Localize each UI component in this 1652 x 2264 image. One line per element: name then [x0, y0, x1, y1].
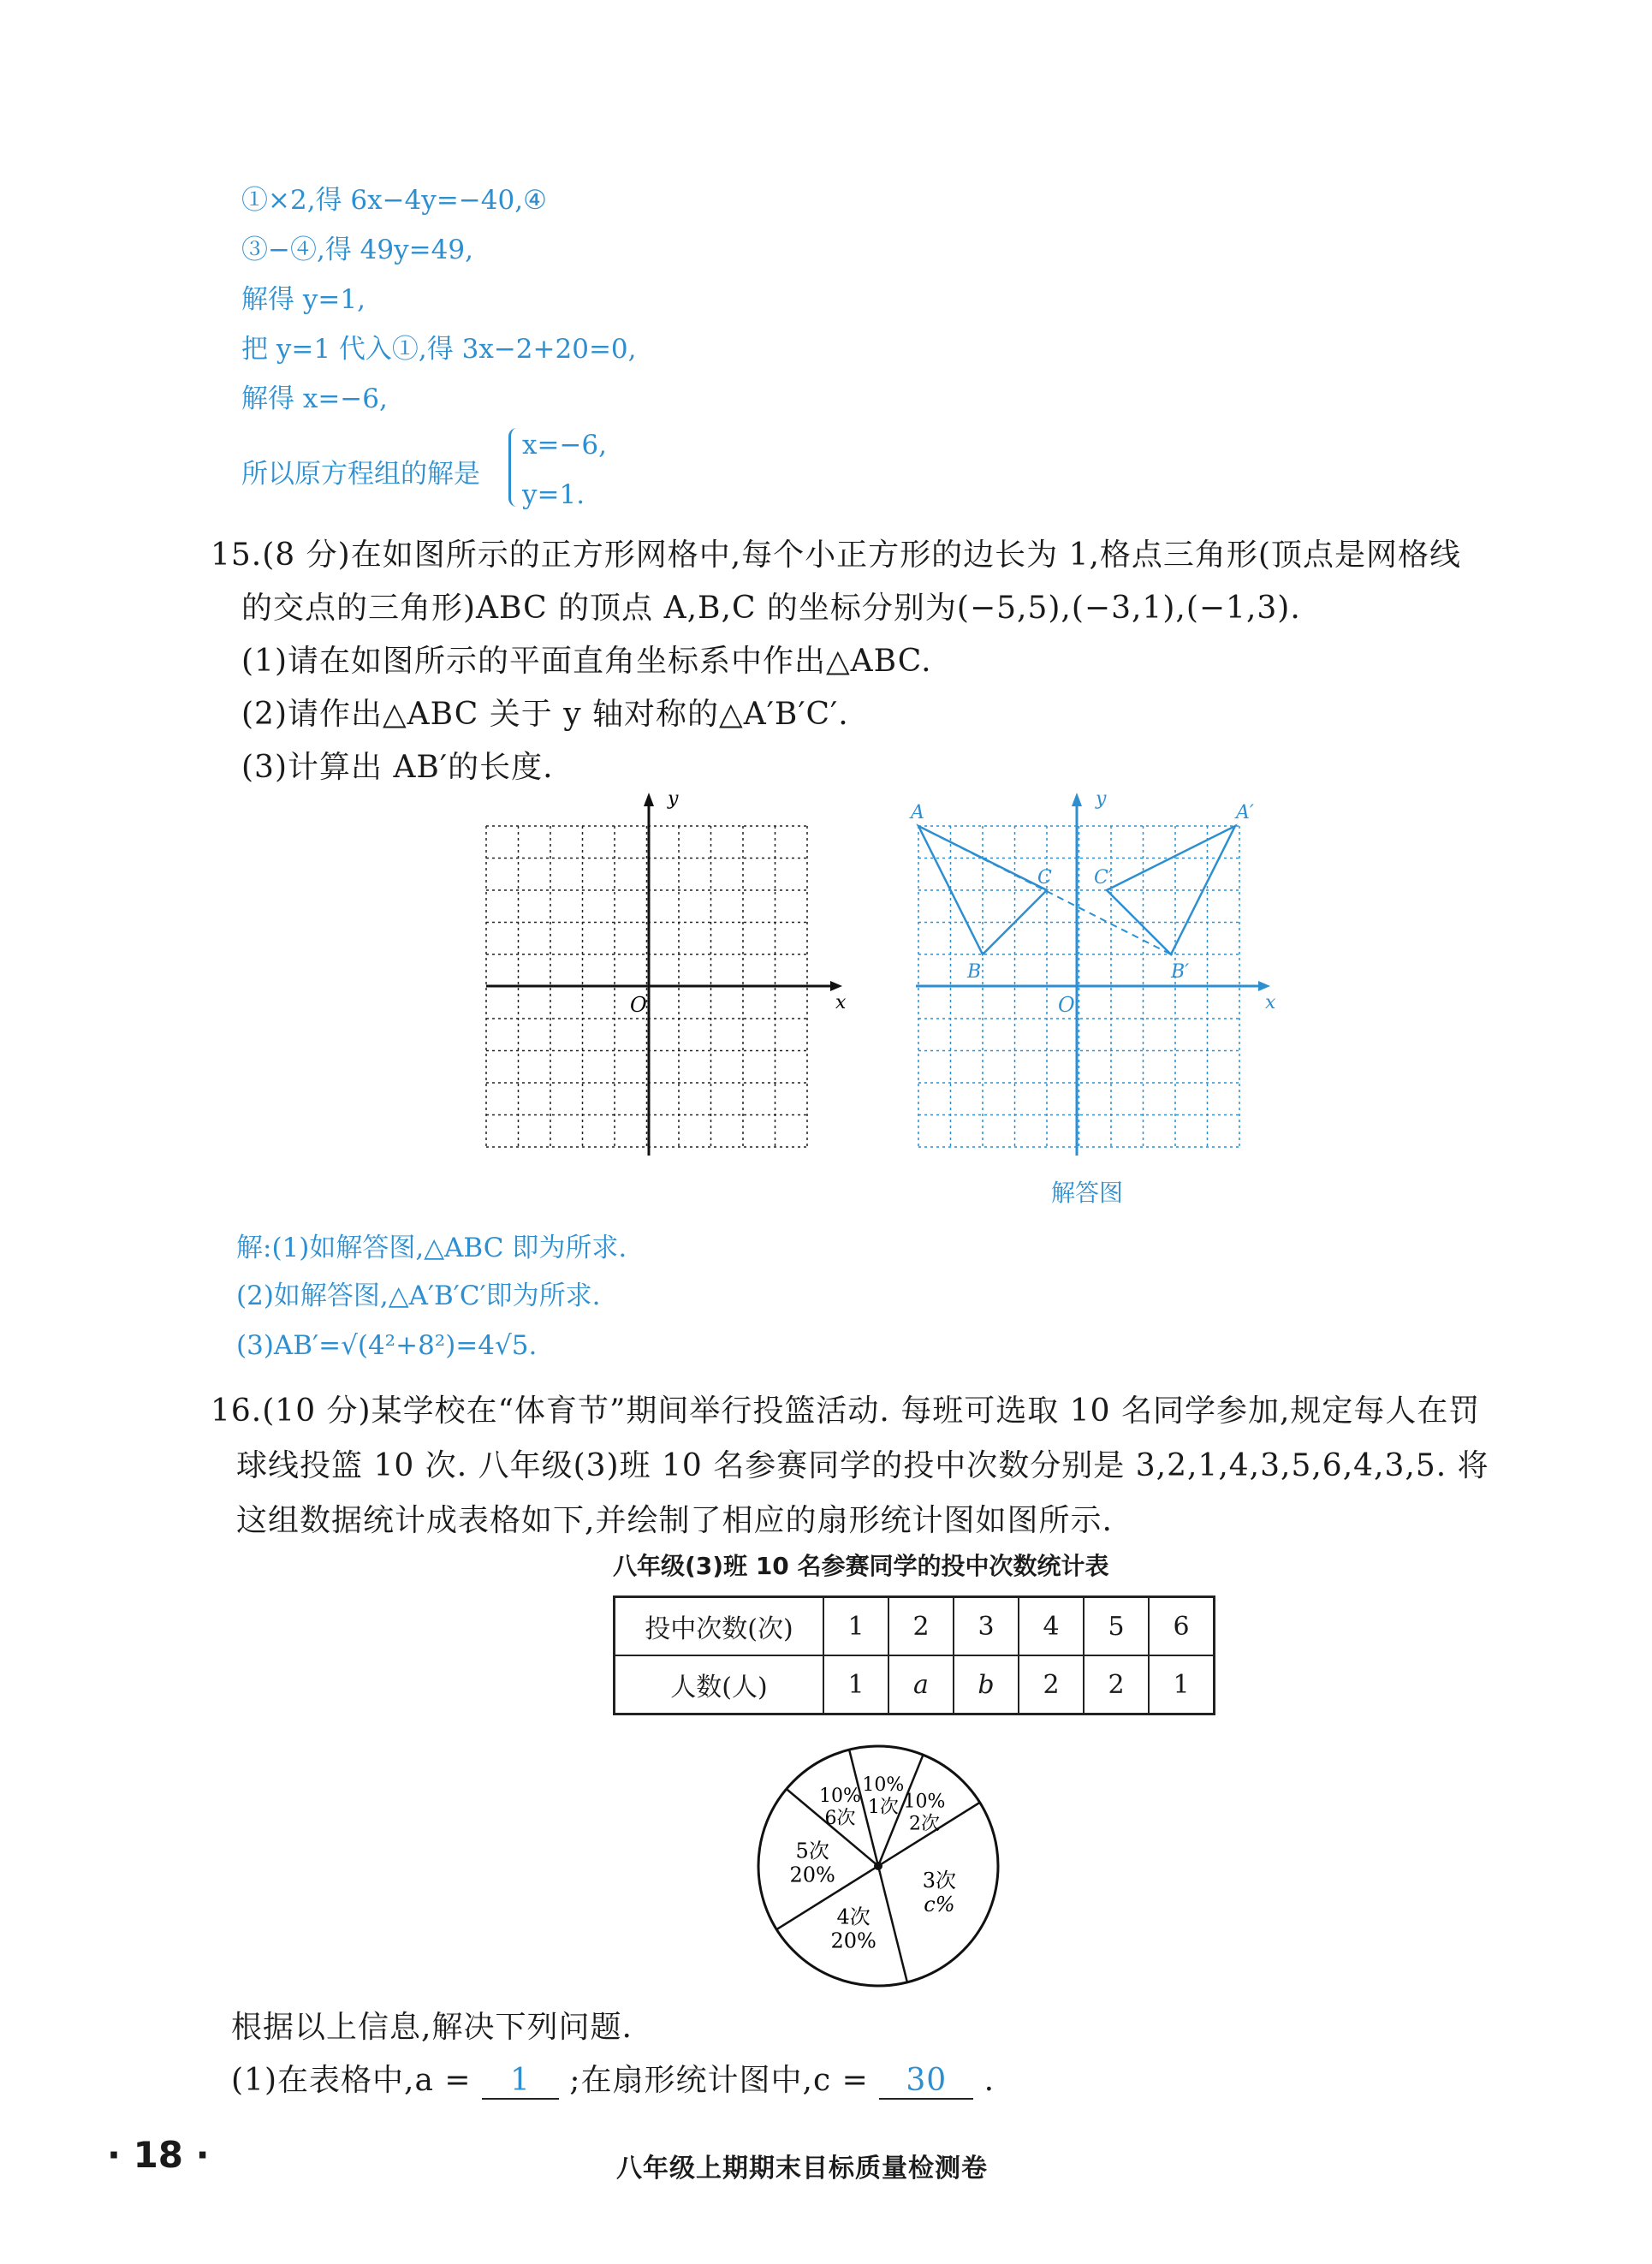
table-cell: 1: [1149, 1655, 1215, 1714]
solution-step-3: 解得 y=1,: [241, 284, 365, 315]
answer-origin-label: O: [1058, 993, 1075, 1017]
pie-chart: [750, 1738, 1007, 1994]
q15-stem-line-1: 15.(8 分)在如图所示的正方形网格中,每个小正方形的边长为 1,格点三角形(顶点是网格线: [211, 538, 1461, 573]
q16-after: 根据以上信息,解决下列问题.: [231, 2010, 633, 2045]
solution-conclusion: 所以原方程组的解是: [241, 459, 480, 490]
label-a: A: [911, 802, 924, 823]
x-axis-arrow: [830, 981, 842, 991]
pie-label: 10%: [862, 1774, 905, 1797]
q15-answer-3: (3)AB′=√(4²+8²)=4√5.: [236, 1330, 538, 1361]
q15-sub-2: (2)请作出△ABC 关于 y 轴对称的△A′B′C′.: [241, 697, 849, 732]
q15-stem-line-2: 的交点的三角形)ABC 的顶点 A,B,C 的坐标分别为(−5,5),(−3,1),(−1,3).: [241, 591, 1301, 626]
answer-blank-c[interactable]: 30: [879, 2063, 973, 2100]
q16-sub-1-end: .: [983, 2063, 995, 2098]
pie-label: 6次: [824, 1807, 856, 1829]
table-cell: 6: [1149, 1597, 1215, 1656]
pie-label: c%: [924, 1892, 955, 1916]
pie-label: 20%: [830, 1928, 877, 1953]
q15-answer-1: 解:(1)如解答图,△ABC 即为所求.: [236, 1233, 627, 1263]
label-c-prime: C′: [1094, 867, 1113, 888]
page-number: · 18 ·: [107, 2134, 210, 2176]
q16-sub-1-part-b: ;在扇形统计图中,c =: [569, 2063, 869, 2098]
q15-sub-1: (1)请在如图所示的平面直角坐标系中作出△ABC.: [241, 644, 932, 679]
table-cell: a: [888, 1655, 954, 1714]
table-cell: 1: [823, 1655, 888, 1714]
table-row: [615, 1597, 1215, 1656]
table-header-people: 人数(人): [615, 1655, 824, 1714]
table-row: [615, 1655, 1215, 1714]
pie-label: 20%: [789, 1863, 835, 1887]
table-cell: 2: [1019, 1655, 1084, 1714]
y-axis-arrow: [644, 793, 654, 806]
label-c: C: [1037, 867, 1052, 888]
pie-center: [874, 1862, 882, 1870]
table-cell: 5: [1084, 1597, 1149, 1656]
q16-stem-line-2: 球线投篮 10 次. 八年级(3)班 10 名参赛同学的投中次数分别是 3,2,1,4,3,5,6,4,3,5. 将: [236, 1448, 1489, 1483]
label-b: B: [967, 961, 982, 983]
table-cell: 2: [1084, 1655, 1149, 1714]
table-cell: 4: [1019, 1597, 1084, 1656]
q16-sub-1-part-a: (1)在表格中,a =: [231, 2063, 472, 2098]
q15-sub-3: (3)计算出 AB′的长度.: [241, 750, 554, 785]
pie-label: 10%: [819, 1785, 861, 1807]
blank-coordinate-grid: [462, 787, 865, 1156]
answer-x-axis-label: x: [1265, 992, 1276, 1013]
solution-system-line-2: y=1.: [522, 479, 585, 510]
answer-y-axis-label: y: [1096, 788, 1107, 810]
pie-label: 2次: [908, 1813, 940, 1835]
solution-step-1: ①×2,得 6x−4y=−40,④: [241, 185, 547, 216]
table-cell: 1: [823, 1597, 888, 1656]
table-cell: 2: [888, 1597, 954, 1656]
system-brace: [508, 428, 523, 507]
q16-sub-1: [231, 2056, 995, 2100]
table-title: 八年级(3)班 10 名参赛同学的投中次数统计表: [613, 1552, 1109, 1580]
origin-label: O: [630, 993, 647, 1017]
stats-table: [613, 1595, 1215, 1715]
pie-label: 3次: [922, 1868, 957, 1893]
pie-label: 1次: [867, 1797, 899, 1819]
pie-label: 4次: [836, 1904, 871, 1929]
table-cell: 3: [954, 1597, 1019, 1656]
x-axis-label: x: [835, 992, 847, 1013]
answer-figure-caption: 解答图: [1051, 1179, 1124, 1207]
table-header-times: 投中次数(次): [615, 1597, 824, 1656]
book-title: 八年级上期期末目标质量检测卷: [616, 2154, 988, 2184]
label-b-prime: B′: [1171, 961, 1190, 983]
solution-step-5: 解得 x=−6,: [241, 383, 388, 414]
y-axis-label: y: [668, 788, 679, 810]
q16-stem-line-3: 这组数据统计成表格如下,并绘制了相应的扇形统计图如图所示.: [236, 1503, 1113, 1538]
answer-x-axis-arrow: [1258, 981, 1270, 991]
solution-system-line-1: x=−6,: [522, 430, 608, 461]
solution-step-2: ③−④,得 49y=49,: [241, 235, 473, 265]
pie-label: 10%: [903, 1791, 946, 1813]
answer-y-axis-arrow: [1072, 793, 1082, 806]
label-a-prime: A′: [1236, 802, 1254, 823]
answer-blank-a[interactable]: 1: [482, 2063, 559, 2100]
q15-answer-2: (2)如解答图,△A′B′C′即为所求.: [236, 1281, 601, 1311]
answer-coordinate-grid: [899, 787, 1301, 1156]
pie-label: 5次: [795, 1839, 829, 1863]
table-cell: b: [954, 1655, 1019, 1714]
solution-step-4: 把 y=1 代入①,得 3x−2+20=0,: [241, 334, 637, 365]
q16-stem-line-1: 16.(10 分)某学校在“体育节”期间举行投篮活动. 每班可选取 10 名同学参加,规定每人在罚: [211, 1393, 1481, 1429]
